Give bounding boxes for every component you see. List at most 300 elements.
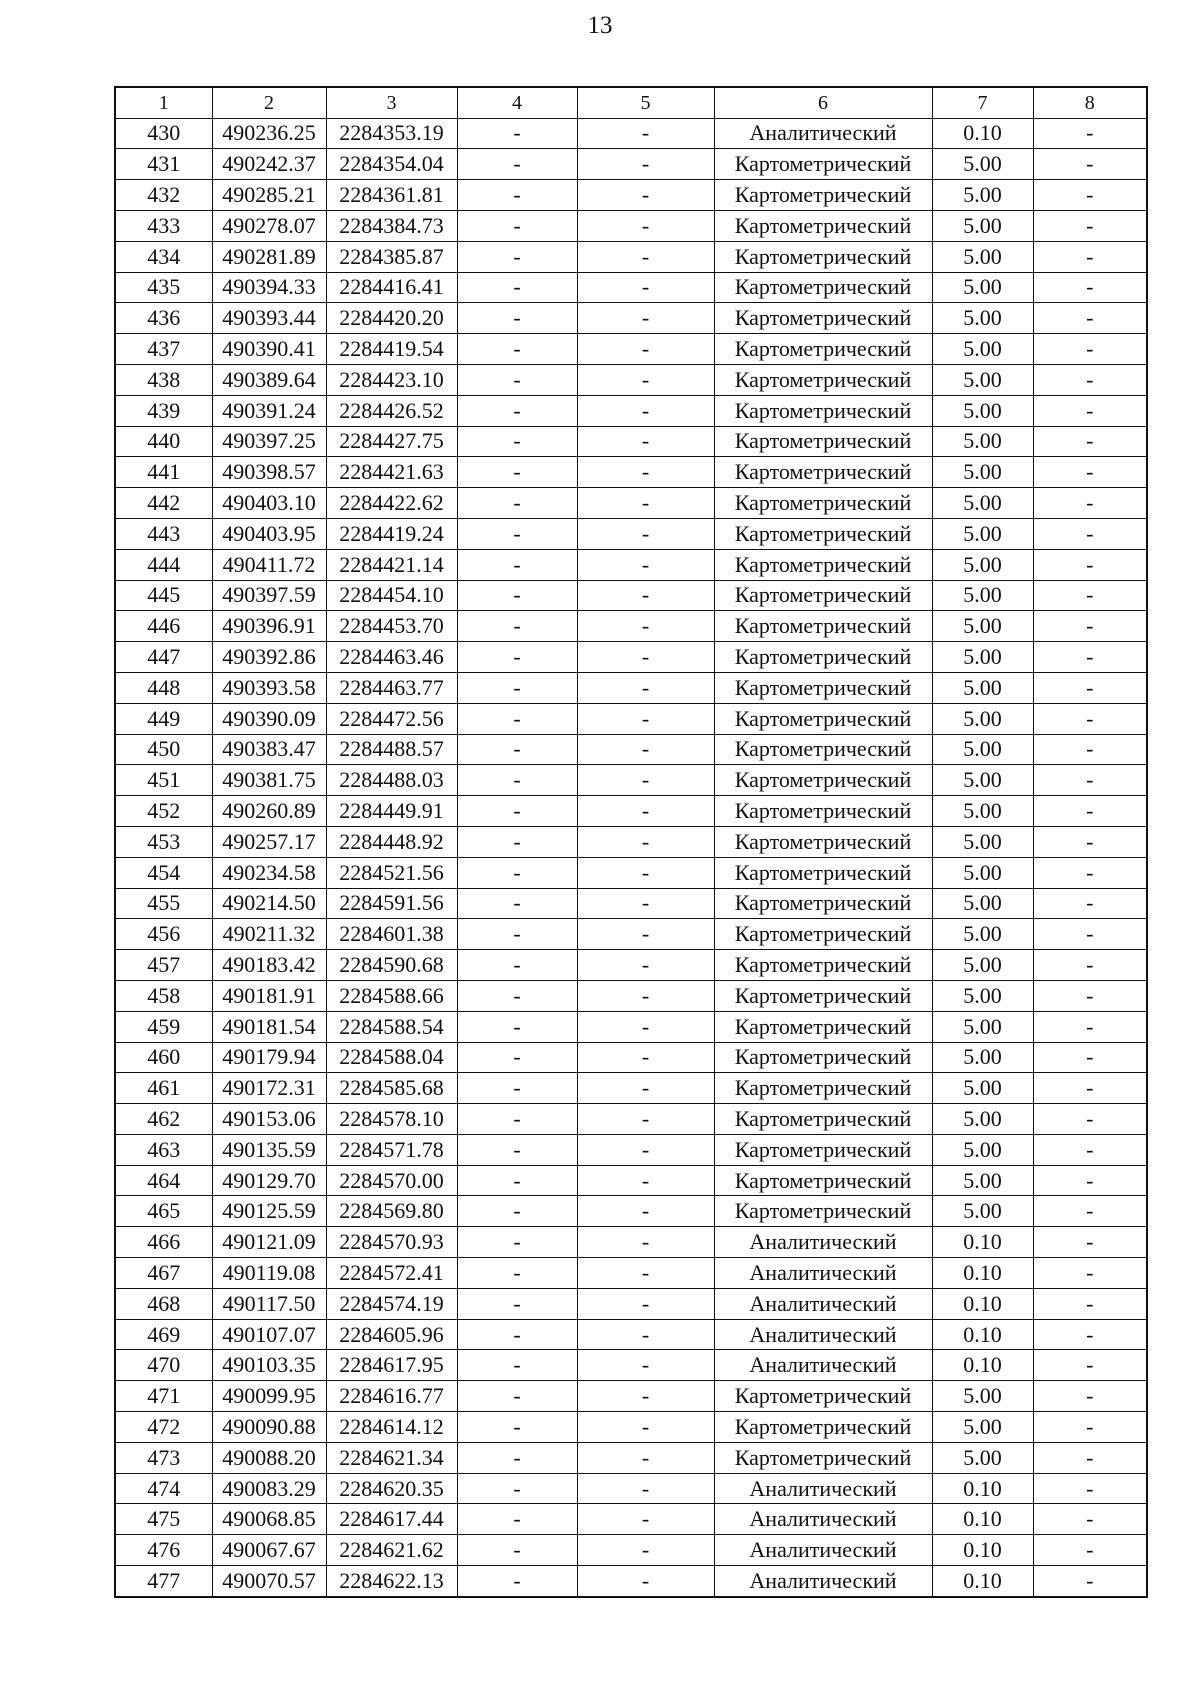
point-number-cell: 436	[115, 303, 212, 334]
accuracy-cell: 5.00	[932, 488, 1033, 519]
col4-cell: -	[457, 826, 577, 857]
col4-cell: -	[457, 580, 577, 611]
method-cell: Картометрический	[714, 826, 932, 857]
accuracy-cell: 5.00	[932, 1381, 1033, 1412]
accuracy-cell: 0.10	[932, 1227, 1033, 1258]
point-number-cell: 445	[115, 580, 212, 611]
col8-cell: -	[1033, 1566, 1147, 1597]
x-coordinate-cell: 490242.37	[212, 149, 326, 180]
x-coordinate-cell: 490396.91	[212, 611, 326, 642]
point-number-cell: 470	[115, 1350, 212, 1381]
accuracy-cell: 5.00	[932, 518, 1033, 549]
col8-cell: -	[1033, 1227, 1147, 1258]
col8-cell: -	[1033, 826, 1147, 857]
col5-cell: -	[577, 950, 714, 981]
col4-cell: -	[457, 1227, 577, 1258]
method-cell: Картометрический	[714, 642, 932, 673]
col4-cell: -	[457, 457, 577, 488]
col5-cell: -	[577, 1473, 714, 1504]
point-number-cell: 451	[115, 765, 212, 796]
point-number-cell: 469	[115, 1319, 212, 1350]
table-row	[115, 888, 1147, 919]
table-row	[115, 180, 1147, 211]
accuracy-cell: 5.00	[932, 426, 1033, 457]
method-cell: Картометрический	[714, 549, 932, 580]
method-cell: Аналитический	[714, 1535, 932, 1566]
y-coordinate-cell: 2284420.20	[326, 303, 457, 334]
method-cell: Картометрический	[714, 857, 932, 888]
col4-cell: -	[457, 303, 577, 334]
x-coordinate-cell: 490397.25	[212, 426, 326, 457]
y-coordinate-cell: 2284354.04	[326, 149, 457, 180]
accuracy-cell: 5.00	[932, 180, 1033, 211]
col5-cell: -	[577, 210, 714, 241]
col5-cell: -	[577, 888, 714, 919]
x-coordinate-cell: 490103.35	[212, 1350, 326, 1381]
table-row	[115, 1535, 1147, 1566]
point-number-cell: 444	[115, 549, 212, 580]
table-row	[115, 611, 1147, 642]
point-number-cell: 446	[115, 611, 212, 642]
table-row	[115, 580, 1147, 611]
col5-cell: -	[577, 1196, 714, 1227]
col5-cell: -	[577, 1442, 714, 1473]
method-cell: Аналитический	[714, 1288, 932, 1319]
col5-cell: -	[577, 611, 714, 642]
table-row	[115, 1473, 1147, 1504]
table-row	[115, 765, 1147, 796]
accuracy-cell: 5.00	[932, 857, 1033, 888]
method-cell: Аналитический	[714, 1473, 932, 1504]
y-coordinate-cell: 2284617.95	[326, 1350, 457, 1381]
point-number-cell: 438	[115, 364, 212, 395]
point-number-cell: 476	[115, 1535, 212, 1566]
col5-cell: -	[577, 303, 714, 334]
x-coordinate-cell: 490392.86	[212, 642, 326, 673]
point-number-cell: 474	[115, 1473, 212, 1504]
col4-cell: -	[457, 395, 577, 426]
col4-cell: -	[457, 426, 577, 457]
y-coordinate-cell: 2284614.12	[326, 1412, 457, 1443]
y-coordinate-cell: 2284570.00	[326, 1165, 457, 1196]
x-coordinate-cell: 490394.33	[212, 272, 326, 303]
method-cell: Картометрический	[714, 364, 932, 395]
column-header-3: 3	[326, 87, 457, 118]
col4-cell: -	[457, 857, 577, 888]
y-coordinate-cell: 2284622.13	[326, 1566, 457, 1597]
x-coordinate-cell: 490278.07	[212, 210, 326, 241]
accuracy-cell: 5.00	[932, 334, 1033, 365]
accuracy-cell: 5.00	[932, 734, 1033, 765]
method-cell: Картометрический	[714, 1442, 932, 1473]
y-coordinate-cell: 2284605.96	[326, 1319, 457, 1350]
col4-cell: -	[457, 1442, 577, 1473]
col5-cell: -	[577, 1381, 714, 1412]
col8-cell: -	[1033, 1258, 1147, 1289]
x-coordinate-cell: 490090.88	[212, 1412, 326, 1443]
y-coordinate-cell: 2284463.46	[326, 642, 457, 673]
col8-cell: -	[1033, 1381, 1147, 1412]
x-coordinate-cell: 490153.06	[212, 1104, 326, 1135]
method-cell: Картометрический	[714, 457, 932, 488]
x-coordinate-cell: 490411.72	[212, 549, 326, 580]
column-header-6: 6	[714, 87, 932, 118]
accuracy-cell: 5.00	[932, 1011, 1033, 1042]
point-number-cell: 452	[115, 796, 212, 827]
x-coordinate-cell: 490393.58	[212, 672, 326, 703]
col8-cell: -	[1033, 272, 1147, 303]
col5-cell: -	[577, 703, 714, 734]
point-number-cell: 453	[115, 826, 212, 857]
col4-cell: -	[457, 149, 577, 180]
coordinates-table	[114, 86, 1148, 1598]
accuracy-cell: 5.00	[932, 364, 1033, 395]
point-number-cell: 431	[115, 149, 212, 180]
accuracy-cell: 5.00	[932, 1042, 1033, 1073]
table-row	[115, 426, 1147, 457]
col8-cell: -	[1033, 241, 1147, 272]
x-coordinate-cell: 490107.07	[212, 1319, 326, 1350]
point-number-cell: 471	[115, 1381, 212, 1412]
col4-cell: -	[457, 1011, 577, 1042]
method-cell: Аналитический	[714, 1227, 932, 1258]
point-number-cell: 462	[115, 1104, 212, 1135]
point-number-cell: 440	[115, 426, 212, 457]
table-row	[115, 518, 1147, 549]
point-number-cell: 432	[115, 180, 212, 211]
table-row	[115, 364, 1147, 395]
x-coordinate-cell: 490088.20	[212, 1442, 326, 1473]
method-cell: Картометрический	[714, 488, 932, 519]
point-number-cell: 430	[115, 118, 212, 149]
table-row	[115, 1227, 1147, 1258]
col5-cell: -	[577, 149, 714, 180]
col8-cell: -	[1033, 488, 1147, 519]
table-row	[115, 642, 1147, 673]
point-number-cell: 475	[115, 1504, 212, 1535]
method-cell: Картометрический	[714, 919, 932, 950]
accuracy-cell: 0.10	[932, 1288, 1033, 1319]
col4-cell: -	[457, 518, 577, 549]
accuracy-cell: 0.10	[932, 1566, 1033, 1597]
col4-cell: -	[457, 672, 577, 703]
table-row	[115, 1073, 1147, 1104]
accuracy-cell: 5.00	[932, 796, 1033, 827]
table-row	[115, 241, 1147, 272]
accuracy-cell: 5.00	[932, 1442, 1033, 1473]
y-coordinate-cell: 2284454.10	[326, 580, 457, 611]
col4-cell: -	[457, 1258, 577, 1289]
table-body	[115, 118, 1147, 1597]
y-coordinate-cell: 2284588.54	[326, 1011, 457, 1042]
method-cell: Аналитический	[714, 1258, 932, 1289]
point-number-cell: 466	[115, 1227, 212, 1258]
y-coordinate-cell: 2284621.34	[326, 1442, 457, 1473]
accuracy-cell: 5.00	[932, 888, 1033, 919]
y-coordinate-cell: 2284571.78	[326, 1134, 457, 1165]
col4-cell: -	[457, 1288, 577, 1319]
method-cell: Картометрический	[714, 426, 932, 457]
col8-cell: -	[1033, 1196, 1147, 1227]
table-row	[115, 1011, 1147, 1042]
table-row	[115, 734, 1147, 765]
col5-cell: -	[577, 518, 714, 549]
point-number-cell: 441	[115, 457, 212, 488]
table-row	[115, 1258, 1147, 1289]
point-number-cell: 477	[115, 1566, 212, 1597]
col8-cell: -	[1033, 180, 1147, 211]
method-cell: Картометрический	[714, 580, 932, 611]
accuracy-cell: 5.00	[932, 980, 1033, 1011]
accuracy-cell: 5.00	[932, 1412, 1033, 1443]
table-row	[115, 950, 1147, 981]
col5-cell: -	[577, 241, 714, 272]
x-coordinate-cell: 490211.32	[212, 919, 326, 950]
col8-cell: -	[1033, 642, 1147, 673]
col8-cell: -	[1033, 1288, 1147, 1319]
point-number-cell: 435	[115, 272, 212, 303]
x-coordinate-cell: 490214.50	[212, 888, 326, 919]
method-cell: Картометрический	[714, 765, 932, 796]
x-coordinate-cell: 490117.50	[212, 1288, 326, 1319]
method-cell: Картометрический	[714, 734, 932, 765]
col5-cell: -	[577, 426, 714, 457]
x-coordinate-cell: 490381.75	[212, 765, 326, 796]
point-number-cell: 454	[115, 857, 212, 888]
col8-cell: -	[1033, 672, 1147, 703]
col4-cell: -	[457, 1535, 577, 1566]
col5-cell: -	[577, 1104, 714, 1135]
x-coordinate-cell: 490397.59	[212, 580, 326, 611]
y-coordinate-cell: 2284521.56	[326, 857, 457, 888]
y-coordinate-cell: 2284427.75	[326, 426, 457, 457]
col8-cell: -	[1033, 1473, 1147, 1504]
col5-cell: -	[577, 796, 714, 827]
col4-cell: -	[457, 1104, 577, 1135]
y-coordinate-cell: 2284570.93	[326, 1227, 457, 1258]
col8-cell: -	[1033, 210, 1147, 241]
method-cell: Картометрический	[714, 272, 932, 303]
accuracy-cell: 5.00	[932, 826, 1033, 857]
point-number-cell: 434	[115, 241, 212, 272]
col5-cell: -	[577, 1227, 714, 1258]
table-row	[115, 672, 1147, 703]
table-row	[115, 1319, 1147, 1350]
col4-cell: -	[457, 888, 577, 919]
y-coordinate-cell: 2284569.80	[326, 1196, 457, 1227]
col5-cell: -	[577, 1134, 714, 1165]
point-number-cell: 463	[115, 1134, 212, 1165]
col8-cell: -	[1033, 888, 1147, 919]
table-row	[115, 303, 1147, 334]
point-number-cell: 455	[115, 888, 212, 919]
col4-cell: -	[457, 1412, 577, 1443]
y-coordinate-cell: 2284419.24	[326, 518, 457, 549]
point-number-cell: 448	[115, 672, 212, 703]
col8-cell: -	[1033, 1134, 1147, 1165]
x-coordinate-cell: 490172.31	[212, 1073, 326, 1104]
table-row	[115, 1412, 1147, 1443]
col8-cell: -	[1033, 703, 1147, 734]
table-row	[115, 919, 1147, 950]
accuracy-cell: 0.10	[932, 1535, 1033, 1566]
table-row	[115, 1165, 1147, 1196]
y-coordinate-cell: 2284488.03	[326, 765, 457, 796]
accuracy-cell: 0.10	[932, 1504, 1033, 1535]
accuracy-cell: 5.00	[932, 303, 1033, 334]
x-coordinate-cell: 490181.54	[212, 1011, 326, 1042]
method-cell: Картометрический	[714, 1412, 932, 1443]
col4-cell: -	[457, 1566, 577, 1597]
col8-cell: -	[1033, 1504, 1147, 1535]
col8-cell: -	[1033, 426, 1147, 457]
col5-cell: -	[577, 857, 714, 888]
method-cell: Картометрический	[714, 1134, 932, 1165]
point-number-cell: 460	[115, 1042, 212, 1073]
col4-cell: -	[457, 703, 577, 734]
method-cell: Картометрический	[714, 672, 932, 703]
col5-cell: -	[577, 1073, 714, 1104]
col4-cell: -	[457, 334, 577, 365]
x-coordinate-cell: 490067.67	[212, 1535, 326, 1566]
col5-cell: -	[577, 1412, 714, 1443]
col5-cell: -	[577, 364, 714, 395]
method-cell: Картометрический	[714, 210, 932, 241]
col8-cell: -	[1033, 364, 1147, 395]
y-coordinate-cell: 2284361.81	[326, 180, 457, 211]
x-coordinate-cell: 490179.94	[212, 1042, 326, 1073]
y-coordinate-cell: 2284616.77	[326, 1381, 457, 1412]
col4-cell: -	[457, 241, 577, 272]
x-coordinate-cell: 490135.59	[212, 1134, 326, 1165]
y-coordinate-cell: 2284588.66	[326, 980, 457, 1011]
col8-cell: -	[1033, 1165, 1147, 1196]
col8-cell: -	[1033, 395, 1147, 426]
col5-cell: -	[577, 1042, 714, 1073]
method-cell: Картометрический	[714, 888, 932, 919]
x-coordinate-cell: 490391.24	[212, 395, 326, 426]
col4-cell: -	[457, 1350, 577, 1381]
x-coordinate-cell: 490121.09	[212, 1227, 326, 1258]
col4-cell: -	[457, 549, 577, 580]
x-coordinate-cell: 490181.91	[212, 980, 326, 1011]
y-coordinate-cell: 2284353.19	[326, 118, 457, 149]
col5-cell: -	[577, 395, 714, 426]
method-cell: Картометрический	[714, 1165, 932, 1196]
table-row	[115, 857, 1147, 888]
col4-cell: -	[457, 1381, 577, 1412]
col5-cell: -	[577, 272, 714, 303]
method-cell: Картометрический	[714, 334, 932, 365]
col5-cell: -	[577, 734, 714, 765]
col4-cell: -	[457, 210, 577, 241]
column-header-8: 8	[1033, 87, 1147, 118]
x-coordinate-cell: 490281.89	[212, 241, 326, 272]
point-number-cell: 473	[115, 1442, 212, 1473]
col4-cell: -	[457, 611, 577, 642]
col8-cell: -	[1033, 1442, 1147, 1473]
method-cell: Аналитический	[714, 1319, 932, 1350]
y-coordinate-cell: 2284385.87	[326, 241, 457, 272]
col5-cell: -	[577, 1350, 714, 1381]
y-coordinate-cell: 2284453.70	[326, 611, 457, 642]
col8-cell: -	[1033, 549, 1147, 580]
accuracy-cell: 5.00	[932, 919, 1033, 950]
point-number-cell: 433	[115, 210, 212, 241]
col4-cell: -	[457, 765, 577, 796]
x-coordinate-cell: 490125.59	[212, 1196, 326, 1227]
table-row	[115, 118, 1147, 149]
col8-cell: -	[1033, 734, 1147, 765]
col4-cell: -	[457, 180, 577, 211]
method-cell: Картометрический	[714, 796, 932, 827]
col5-cell: -	[577, 826, 714, 857]
col4-cell: -	[457, 1073, 577, 1104]
method-cell: Картометрический	[714, 518, 932, 549]
method-cell: Картометрический	[714, 241, 932, 272]
y-coordinate-cell: 2284488.57	[326, 734, 457, 765]
col8-cell: -	[1033, 1319, 1147, 1350]
table-row	[115, 334, 1147, 365]
col8-cell: -	[1033, 518, 1147, 549]
col4-cell: -	[457, 1504, 577, 1535]
table-row	[115, 796, 1147, 827]
y-coordinate-cell: 2284588.04	[326, 1042, 457, 1073]
accuracy-cell: 5.00	[932, 395, 1033, 426]
col8-cell: -	[1033, 1073, 1147, 1104]
method-cell: Аналитический	[714, 1350, 932, 1381]
col4-cell: -	[457, 488, 577, 519]
column-header-7: 7	[932, 87, 1033, 118]
col8-cell: -	[1033, 1042, 1147, 1073]
table-row	[115, 395, 1147, 426]
point-number-cell: 459	[115, 1011, 212, 1042]
accuracy-cell: 5.00	[932, 457, 1033, 488]
method-cell: Картометрический	[714, 703, 932, 734]
x-coordinate-cell: 490070.57	[212, 1566, 326, 1597]
col8-cell: -	[1033, 118, 1147, 149]
accuracy-cell: 5.00	[932, 1104, 1033, 1135]
point-number-cell: 465	[115, 1196, 212, 1227]
col5-cell: -	[577, 457, 714, 488]
col8-cell: -	[1033, 1350, 1147, 1381]
y-coordinate-cell: 2284617.44	[326, 1504, 457, 1535]
accuracy-cell: 5.00	[932, 580, 1033, 611]
col8-cell: -	[1033, 765, 1147, 796]
col5-cell: -	[577, 488, 714, 519]
accuracy-cell: 5.00	[932, 1073, 1033, 1104]
col4-cell: -	[457, 272, 577, 303]
accuracy-cell: 5.00	[932, 765, 1033, 796]
point-number-cell: 457	[115, 950, 212, 981]
col8-cell: -	[1033, 580, 1147, 611]
x-coordinate-cell: 490068.85	[212, 1504, 326, 1535]
point-number-cell: 461	[115, 1073, 212, 1104]
y-coordinate-cell: 2284463.77	[326, 672, 457, 703]
point-number-cell: 458	[115, 980, 212, 1011]
table-row	[115, 1042, 1147, 1073]
x-coordinate-cell: 490234.58	[212, 857, 326, 888]
col8-cell: -	[1033, 611, 1147, 642]
col5-cell: -	[577, 118, 714, 149]
point-number-cell: 450	[115, 734, 212, 765]
col8-cell: -	[1033, 1011, 1147, 1042]
y-coordinate-cell: 2284426.52	[326, 395, 457, 426]
col4-cell: -	[457, 980, 577, 1011]
col4-cell: -	[457, 118, 577, 149]
y-coordinate-cell: 2284423.10	[326, 364, 457, 395]
col5-cell: -	[577, 919, 714, 950]
